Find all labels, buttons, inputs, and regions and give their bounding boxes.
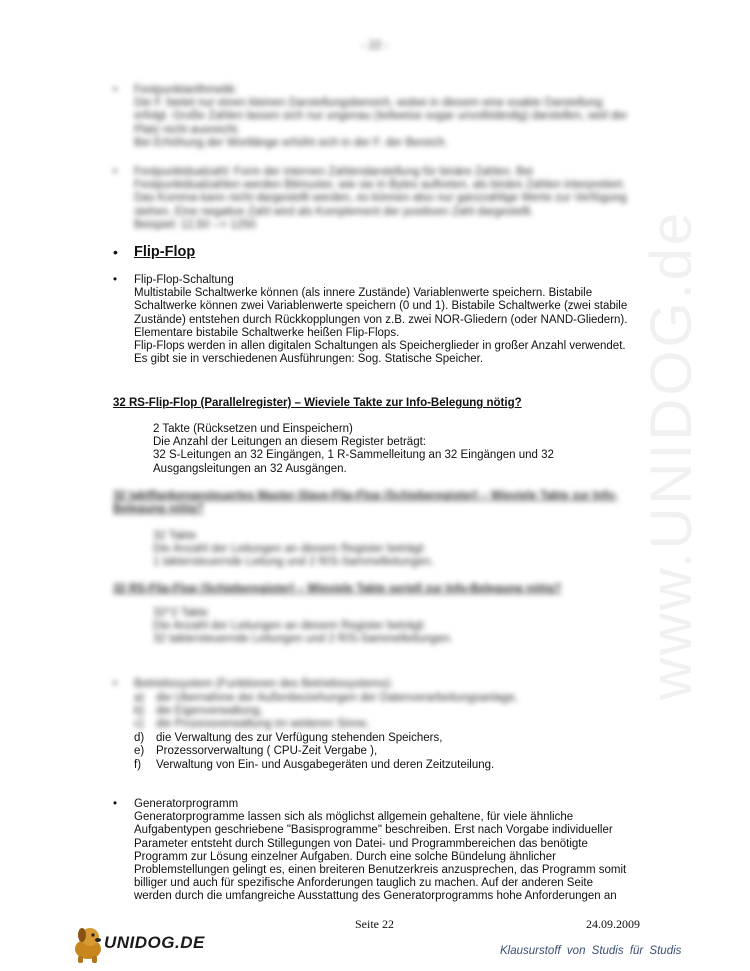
text-line: Schaltwerke können zwei Variablenwerte speichern (0 und 1). Bistabile Schaltwerke (zwei stabile [134, 300, 628, 313]
text-line: Festpunktdualzahlen werden Bitmuster, wie sie in Bytes auftreten, als binäre Zahlen interpretiert. [134, 179, 626, 192]
text-line: 32 S-Leitungen an 32 Eingängen, 1 R-Sammelleitung an 32 Eingängen und 32 [153, 449, 554, 462]
list-item: b) die Eigenverwaltung, [134, 705, 263, 717]
bullet: • [113, 274, 118, 286]
text-line: Die F. bietet nur einen kleinen Darstellungsbereich, wobei in diesem eine exakte Darstellung [134, 97, 603, 110]
bullet: • [113, 84, 118, 96]
flip-flop-bullet [113, 274, 633, 366]
text-line: Betriebssystem (Funktionen des Betriebssystems): [134, 678, 393, 690]
text-line: 32^2 Takte [153, 607, 209, 619]
list-label: d) [134, 732, 145, 744]
text-line: Flip-Flops werden in allen digitalen Schaltungen als Speicherglieder in großer Anzahl verwendet. [134, 340, 626, 353]
list-label: e) [134, 745, 145, 757]
text-line: Die Anzahl der Leitungen an diesem Register beträgt: [153, 620, 426, 633]
unidog-logo [68, 923, 205, 965]
text-line: Festpunktdualzahl: Form der internen Zahlendarstellung für binäre Zahlen. Bei [134, 166, 533, 178]
list-label: f) [134, 759, 142, 771]
bullet: • [113, 678, 118, 690]
dog-icon [68, 923, 108, 965]
list-item [134, 759, 494, 772]
text-line: Problemstellungen gelingt es, einen breiteren Benutzerkreis anzusprechen, das Programm somit [134, 864, 627, 877]
footer-date: 24.09.2009 [586, 917, 640, 931]
text-line: Belegung nötig? [113, 503, 204, 516]
list-item [134, 745, 377, 758]
section-heading-rs-schiebe: 32 RS-Flip-Flop (Schieberegister) – Wieviele Takte seriell zur Info-Belegung nötig? [113, 583, 562, 595]
watermark: www.UNIDOG.de [639, 209, 704, 700]
betriebssystem-intro [113, 678, 633, 691]
text-line: Aufgabentypen geschriebene "Basisprogramme" beschreiben. Erst nach Vorgabe individueller [134, 824, 613, 837]
text-line: 1 taktersteuernde Leitung und 2 R/S-Sammelleitungen. [153, 556, 434, 569]
flip-flop-heading: Flip-Flop [134, 244, 196, 260]
section-body-rs-parallel [153, 423, 554, 476]
text-line: 32 taktflankengesteuertes Master-Slave-Flip-Flop (Schieberegister) – Wieviele Takte zur Info- [113, 490, 618, 502]
blurred-bullet-festpunktdualzahl [113, 166, 633, 232]
text-line: Generatorprogramm [134, 798, 239, 810]
flip-flop-heading-row [113, 243, 633, 261]
text-line: Ausgangsleitungen an 32 Ausgängen. [153, 462, 347, 475]
text-line: Bei Erhöhung der Wortlänge erhöht sich in der F. der Bereich. [134, 136, 448, 149]
text-line: stehen. Eine negative Zahl wird als Komplement der positiven Zahl dargestellt. [134, 205, 534, 218]
list-item [134, 732, 442, 745]
footer-page-number: Seite 22 [355, 917, 394, 931]
text-line: Multistabile Schaltwerke können (als innere Zustände) Variablenwerte speichern. Bistabile [134, 287, 593, 300]
list-text: Prozessorverwaltung ( CPU-Zeit Vergabe ), [156, 745, 378, 757]
bullet: • [113, 798, 118, 810]
text-line: Zustände) entstehen durch Rückkopplungen von z.B. zwei NOR-Gliedern (oder NAND-Gliedern). [134, 313, 628, 326]
text-line: 2 Takte (Rücksetzen und Einspeichern) [153, 423, 353, 435]
text-line: Das Komma kann nicht dargestellt werden, es können also nur ganzzahlige Werte zur Verfügung [134, 192, 627, 205]
generatorprogramm-bullet [113, 798, 633, 904]
text-line: Elementare bistabile Schaltwerke heißen Flip-Flops. [134, 326, 400, 339]
text-line: erfolgt. Große Zahlen lassen sich nur ungenau (teilweise sogar unvollständig) darstellen, weil der [134, 110, 628, 123]
section-body-rs-schiebe [153, 607, 453, 647]
page-number-top: - 22 - [361, 40, 389, 52]
text-line: Festpunktarithmetik: [134, 84, 238, 96]
text-line: Es gibt sie in verschiedenen Ausführungen: Sog. Statische Speicher. [134, 353, 484, 366]
bullet: • [113, 244, 118, 260]
list-text: Verwaltung von Ein- und Ausgabegeräten und deren Zeitzuteilung. [156, 759, 495, 771]
text-line: Die Anzahl der Leitungen an diesem Register beträgt: [153, 436, 426, 449]
text-line: Generatorprogramme lassen sich als möglichst allgemein gehaltene, für viele ähnliche [134, 811, 574, 824]
list-text: die Verwaltung des zur Verfügung stehenden Speichers, [156, 732, 443, 744]
text-line: Die Anzahl der Leitungen an diesem Register beträgt: [153, 543, 426, 556]
text-line: Beispiel: 12,50 --> 1250 [134, 218, 256, 231]
list-item: a) die Übernahme der Außenbeziehungen der Datenverarbeitungsanlage, [134, 692, 518, 704]
text-line: 32 taktersteuernde Leitungen und 2 R/S-Sammelleitungen. [153, 633, 453, 646]
text-line: Flip-Flop-Schaltung [134, 274, 234, 286]
bullet: • [113, 166, 118, 178]
text-line: billiger und auch für spezifische Anforderungen tauglich zu machen. Auf der anderen Seite [134, 877, 594, 890]
text-line: werden durch die umfangreiche Ausstattung des Generatorprogramms hohe Anforderungen an [134, 890, 617, 903]
text-line: Platz nicht ausreicht. [134, 123, 241, 136]
footer-slogan: Klausurstoff von Studis für Studis [500, 945, 682, 957]
section-heading-rs-parallel: 32 RS-Flip-Flop (Parallelregister) – Wieviele Takte zur Info-Belegung nötig? [113, 397, 522, 409]
logo-text: UNIDOG.DE [104, 933, 205, 952]
text-line: Programm zur Lösung einzelner Aufgaben. Durch eine solche Bündelung ähnlicher [134, 850, 556, 863]
section-body-master-slave [153, 530, 434, 570]
text-line: Parameter entsteht durch Stillegungen von Datei- und Programmbereichen das benötigte [134, 837, 588, 850]
blurred-bullet-festpunktarithmetik [113, 84, 633, 150]
list-item: c) die Prozessverwaltung im weiteren Sinne, [134, 718, 370, 730]
text-line: 32 Takte [153, 530, 197, 542]
section-heading-master-slave [113, 490, 618, 516]
